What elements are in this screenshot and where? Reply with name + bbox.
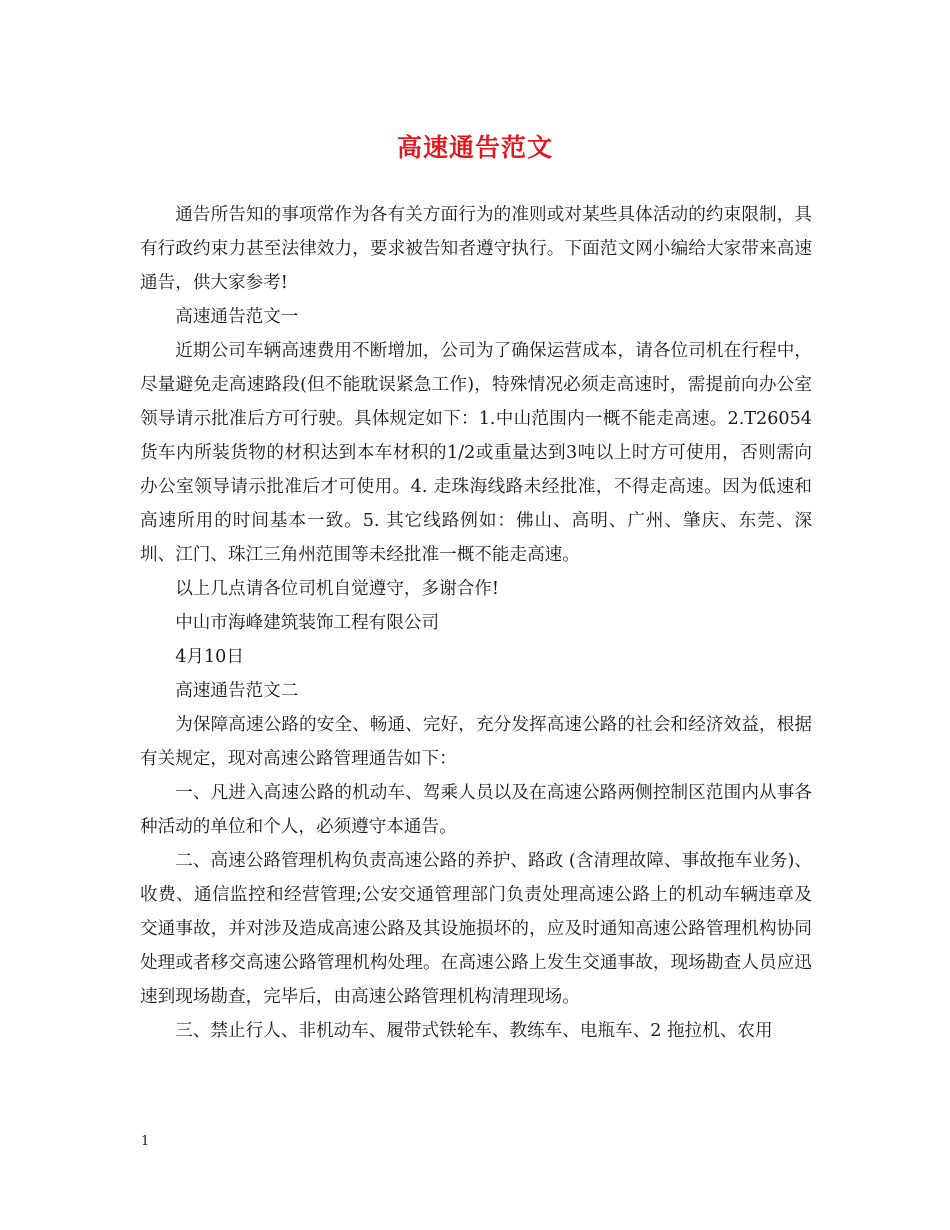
intro-paragraph: 通告所告知的事项常作为各有关方面行为的准则或对某些具体活动的约束限制，具有行政约束力甚至法律效力，要求被告知者遵守执行。下面范文网小编给大家带来高速通告，供大家参考! [140, 205, 812, 293]
sample-one-date: 4月10日 [175, 647, 244, 667]
sample-two-item-one: 一、凡进入高速公路的机动车、驾乘人员以及在高速公路两侧控制区范围内从事各种活动的单位和个人，必须遵守本通告。 [140, 783, 812, 837]
page-number: 1 [141, 1134, 150, 1149]
document-title: 高速通告范文 [396, 133, 553, 162]
sample-two-item-three: 三、禁止行人、非机动车、履带式铁轮车、教练车、电瓶车、2 拖拉机、农用 [175, 1021, 773, 1041]
sample-two-item-two: 二、高速公路管理机构负责高速公路的养护、路政 (含清理故障、事故拖车业务)、收费、通信监控和经营管理;公安交通管理部门负责处理高速公路上的机动车辆违章及交通事故，并对涉及造成高速公路及其设施损坏的，应及时通知高速公路管理机构协同处理或者移交高速公路管理机构处理。在高速公路上发生交通事故，现场勘查人员应迅速到现场勘查，完毕后，由高速公路管理机构清理现场。 [140, 851, 812, 1007]
document-body [140, 198, 812, 1048]
sample-one-body-paragraph: 近期公司车辆高速费用不断增加，公司为了确保运营成本，请各位司机在行程中，尽量避免走高速路段(但不能耽误紧急工作)，特殊情况必须走高速时，需提前向办公室领导请示批准后方可行驶。具体规定如下：1.中山范围内一概不能走高速。2.T26054货车内所装货物的材积达到本车材积的1/2或重量达到3吨以上时方可使用，否则需向办公室领导请示批准后才可使用。4. 走珠海线路未经批准，不得走高速。因为低速和高速所用的时间基本一致。5. 其它线路例如：佛山、高明、广州、肇庆、东莞、深圳、江门、珠江三角州范围等未经批准一概不能走高速。 [140, 341, 812, 565]
section-heading-sample-two: 高速通告范文二 [175, 681, 299, 701]
sample-one-closing-paragraph: 以上几点请各位司机自觉遵守，多谢合作! [175, 579, 499, 599]
sample-one-company-signature: 中山市海峰建筑装饰工程有限公司 [175, 613, 440, 633]
section-heading-sample-one: 高速通告范文一 [175, 307, 299, 327]
sample-two-intro-paragraph: 为保障高速公路的安全、畅通、完好，充分发挥高速公路的社会和经济效益，根据有关规定，现对高速公路管理通告如下： [140, 715, 812, 769]
